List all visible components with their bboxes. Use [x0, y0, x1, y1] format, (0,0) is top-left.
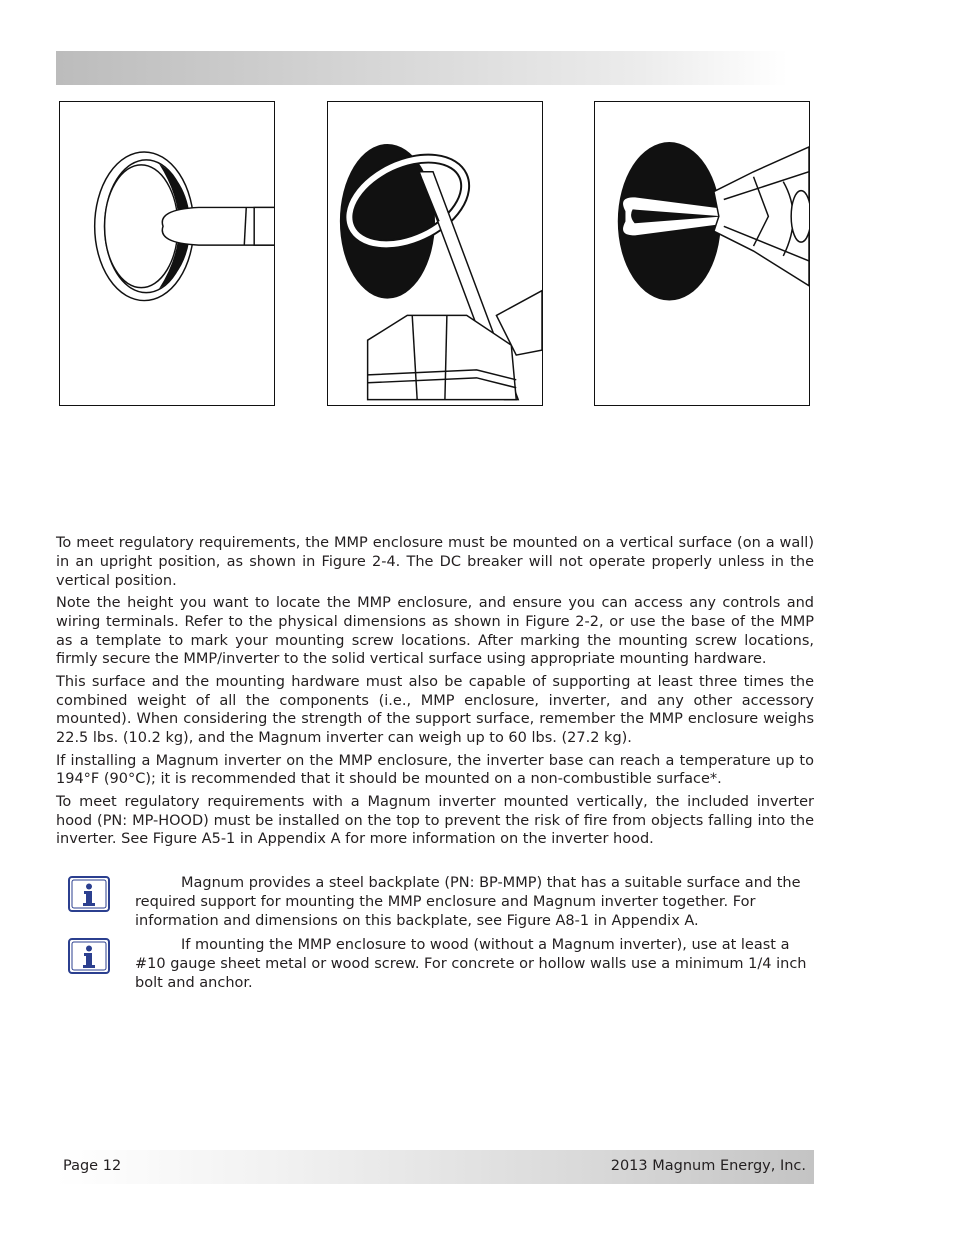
info-note	[68, 874, 814, 930]
paragraph: To meet regulatory requirements, the MMP enclosure must be mounted on a vertical surface (on a wall) in an upright position, as shown in Figure 2-4. The DC breaker will not operate properly unless in the vertical position.	[56, 535, 814, 589]
paragraph: To meet regulatory requirements with a Magnum inverter mounted vertically, the included inverter hood (PN: MP-HOOD) must be installed on the top to prevent the risk of fire from objects falling into the inverter. See Figure A5-1 in Appendix A for more information on the inverter hood.	[56, 793, 814, 848]
screwdriver-knockout-illustration	[60, 102, 274, 405]
paragraph: Note the height you want to locate the MMP enclosure, and ensure you can access any controls and wiring terminals. Refer to the physical dimensions as shown in Figure 2-2, or use the base of the MMP as a template to mark your mounting screw locations. After marking the mounting screw locations, firmly secure the MMP/inverter to the solid vertical surface using appropriate mounting hardware.	[56, 594, 814, 668]
info-note	[68, 936, 814, 992]
note-text: If mounting the MMP enclosure to wood (without a Magnum inverter), use at least a #10 gauge sheet metal or wood screw. For concrete or hollow walls use a minimum 1/4 inch bolt and anchor.	[135, 937, 807, 991]
body-text	[56, 534, 814, 853]
copyright: 2013 Magnum Energy, Inc.	[610, 1158, 806, 1174]
figure-pliers-screwdriver	[327, 101, 543, 406]
note-text: Magnum provides a steel backplate (PN: BP-MMP) that has a suitable surface and the required support for mounting the MMP enclosure and Magnum inverter together. For information and dimensions on this backplate, see Figure A8-1 in Appendix A.	[135, 875, 801, 929]
page-number: Page 12	[63, 1158, 122, 1174]
pliers-knockout-illustration	[595, 102, 809, 405]
info-icon	[68, 876, 110, 912]
figure-pliers-knockout	[594, 101, 810, 406]
info-icon	[68, 938, 110, 974]
footer-bar	[56, 1150, 814, 1184]
paragraph: This surface and the mounting hardware must also be capable of supporting at least three times the combined weight of all the components (i.e., MMP enclosure, inverter, and any other accessory mounted). When considering the strength of the support surface, remember the MMP enclosure weighs 22.5 lbs. (10.2 kg), and the Magnum inverter can weigh up to 60 lbs. (27.2 kg).	[56, 673, 814, 747]
header-bar	[56, 51, 788, 85]
paragraph: If installing a Magnum inverter on the MMP enclosure, the inverter base can reach a temperature up to 194°F (90°C); it is recommended that it should be mounted on a non-combustible surface*.	[56, 752, 814, 788]
pliers-screwdriver-illustration	[328, 102, 542, 405]
figure-screwdriver-knockout	[59, 101, 275, 406]
